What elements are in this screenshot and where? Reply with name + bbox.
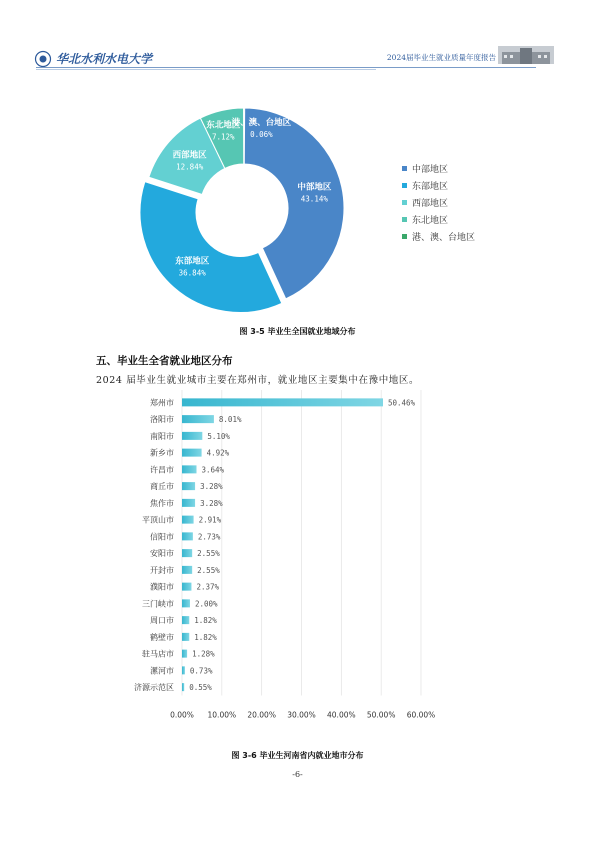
- category-label: 商丘市: [150, 482, 174, 492]
- bar: [182, 566, 192, 574]
- bar: [182, 449, 202, 457]
- university-logo-text: 华北水利水电大学: [56, 52, 153, 66]
- category-label: 鹤壁市: [150, 632, 174, 642]
- donut-value-label: 0.06%: [250, 130, 273, 140]
- value-label: 0.73%: [189, 666, 213, 676]
- page-number: -6-: [292, 770, 303, 779]
- section-body-text: 2024 届毕业生就业城市主要在郑州市，就业地区主要集中在豫中地区。: [96, 375, 420, 386]
- category-label: 郑州市: [150, 398, 174, 408]
- bar: [182, 650, 187, 658]
- value-label: 2.00%: [194, 599, 218, 609]
- value-label: 3.28%: [200, 482, 223, 492]
- header-rule: [36, 67, 536, 68]
- report-title: 2024届毕业生就业质量年度报告: [386, 53, 496, 62]
- category-label: 许昌市: [150, 465, 174, 475]
- legend-label: 东北地区: [412, 216, 449, 226]
- value-label: 8.01%: [218, 415, 242, 425]
- campus-building-image: [498, 46, 554, 64]
- header-rule-secondary: [36, 69, 376, 70]
- bar: [182, 516, 194, 524]
- value-label: 5.10%: [207, 431, 230, 441]
- value-label: 3.28%: [200, 498, 223, 508]
- bar: [182, 499, 195, 507]
- legend-label: 西部地区: [412, 199, 449, 209]
- bar: [182, 432, 202, 440]
- legend-swatch: [402, 183, 407, 188]
- donut-category-label: 中部地区: [297, 182, 332, 193]
- value-label: 4.92%: [206, 448, 230, 458]
- legend-label: 东部地区: [412, 182, 449, 192]
- value-label: 2.73%: [197, 532, 221, 542]
- value-label: 1.28%: [192, 649, 215, 659]
- x-tick-label: 30.00%: [287, 710, 316, 718]
- legend-swatch: [402, 166, 407, 171]
- bar: [182, 599, 190, 607]
- bar: [182, 465, 196, 473]
- bar: [182, 633, 189, 641]
- category-label: 安阳市: [150, 549, 174, 559]
- bar: [182, 415, 214, 423]
- category-label: 漯河市: [150, 666, 174, 676]
- value-label: 2.55%: [197, 565, 220, 575]
- figure-3-6-caption: 图 3-6 毕业生河南省内就业地市分布: [231, 751, 364, 760]
- bar: [182, 482, 195, 490]
- value-label: 2.37%: [196, 582, 220, 592]
- value-label: 0.55%: [189, 683, 212, 693]
- donut-value-label: 36.84%: [178, 268, 206, 278]
- value-label: 2.91%: [198, 515, 222, 525]
- bar: [182, 583, 191, 591]
- bar: [182, 398, 383, 406]
- donut-category-label: 西部地区: [172, 150, 207, 161]
- legend-item: [402, 177, 475, 194]
- donut-category-label: 东部地区: [175, 256, 210, 267]
- category-label: 洛阳市: [150, 415, 174, 425]
- donut-value-label: 43.14%: [300, 194, 328, 204]
- donut-category-label: 港、澳、台地区: [231, 118, 292, 129]
- legend-swatch: [402, 217, 407, 222]
- bar: [182, 683, 184, 691]
- category-label: 周口市: [150, 616, 174, 626]
- donut-value-label: 12.84%: [176, 162, 204, 172]
- legend-label: 中部地区: [412, 165, 449, 175]
- x-tick-label: 50.00%: [366, 710, 396, 718]
- university-logo: [34, 50, 244, 68]
- legend-swatch: [402, 200, 407, 205]
- x-tick-label: 60.00%: [406, 710, 436, 718]
- category-label: 驻马店市: [142, 649, 174, 659]
- legend-label: 港、澳、台地区: [412, 233, 476, 243]
- x-tick-label: 0.00%: [170, 710, 194, 718]
- category-label: 平顶山市: [142, 515, 174, 525]
- value-label: 1.82%: [194, 632, 217, 642]
- value-label: 1.82%: [194, 616, 217, 626]
- legend-item: [402, 228, 475, 245]
- value-label: 3.64%: [201, 465, 225, 475]
- category-label: 焦作市: [150, 498, 174, 508]
- figure-3-5-caption: 图 3-5 毕业生全国就业地域分布: [239, 327, 356, 336]
- donut-legend: [402, 160, 475, 245]
- x-tick-label: 40.00%: [327, 710, 356, 718]
- bar: [182, 549, 192, 557]
- value-label: 50.46%: [387, 398, 416, 408]
- region-donut-chart: [132, 98, 362, 318]
- category-label: 南阳市: [150, 431, 174, 441]
- bar: [182, 532, 193, 540]
- section-title: 五、毕业生全省就业地区分布: [96, 355, 233, 367]
- legend-item: [402, 194, 475, 211]
- donut-category-label: 东北地区: [206, 120, 241, 131]
- bar: [182, 666, 185, 674]
- value-label: 2.55%: [197, 549, 220, 559]
- legend-swatch: [402, 234, 407, 239]
- x-tick-label: 10.00%: [207, 710, 237, 718]
- category-label: 新乡市: [150, 448, 174, 458]
- donut-value-label: 7.12%: [211, 132, 235, 142]
- category-label: 濮阳市: [150, 582, 174, 592]
- category-label: 信阳市: [150, 532, 174, 542]
- donut-slice: [140, 182, 282, 313]
- x-tick-label: 20.00%: [247, 710, 276, 718]
- category-label: 三门峡市: [142, 599, 174, 609]
- bar: [182, 616, 189, 624]
- legend-item: [402, 160, 475, 177]
- city-bar-chart: [110, 388, 440, 718]
- legend-item: [402, 211, 475, 228]
- donut-slice: [244, 108, 245, 164]
- category-label: 济源示范区: [134, 683, 174, 693]
- category-label: 开封市: [150, 565, 174, 575]
